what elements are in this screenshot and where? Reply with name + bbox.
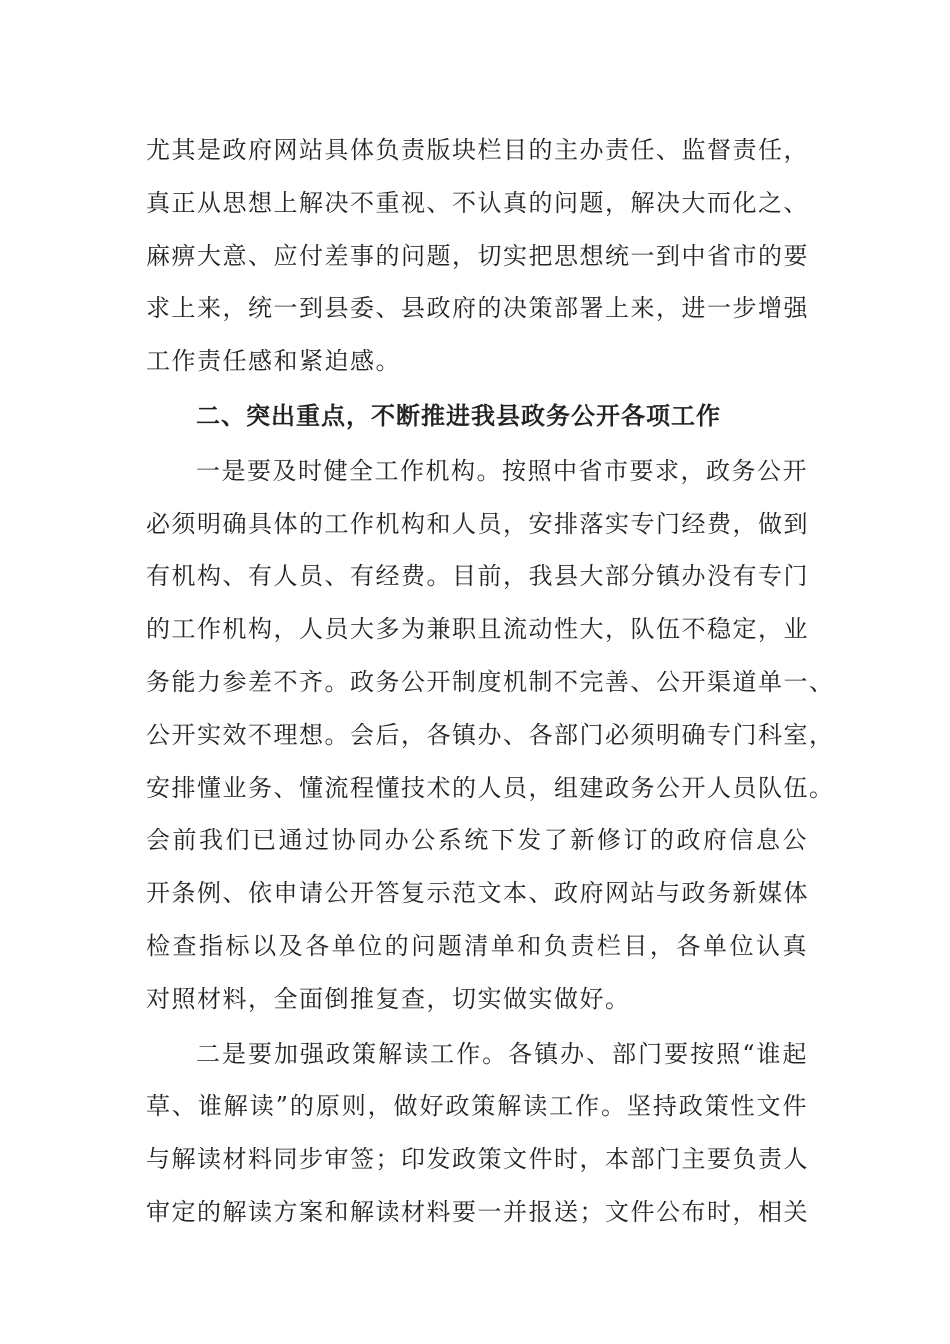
text-line: 与解读材料同步审签；印发政策文件时，本部门主要负责人 <box>146 1145 809 1174</box>
text-line: 一是要及时健全工作机构。按照中省市要求，政务公开 <box>196 456 808 485</box>
text-line: 必须明确具体的工作机构和人员，安排落实专门经费，做到 <box>146 509 809 538</box>
paragraph-work-agencies <box>146 445 835 1026</box>
text-line: 有机构、有人员、有经费。目前，我县大部分镇办没有专门 <box>146 562 809 591</box>
text-line: 安排懂业务、懂流程懂技术的人员，组建政务公开人员队伍。 <box>146 773 835 802</box>
text-line: 麻痹大意、应付差事的问题，切实把思想统一到中省市的要 <box>146 241 809 270</box>
text-line: 务能力参差不齐。政务公开制度机制不完善、公开渠道单一、 <box>146 667 835 696</box>
text-line: 的工作机构，人员大多为兼职且流动性大，队伍不稳定，业 <box>146 615 809 644</box>
paragraph-continuation <box>146 124 808 388</box>
text-line: 工作责任感和紧迫感。 <box>146 347 401 376</box>
text-line: 检查指标以及各单位的问题清单和负责栏目，各单位认真 <box>146 931 808 960</box>
text-line: 审定的解读方案和解读材料要一并报送；文件公布时，相关 <box>146 1197 809 1226</box>
text-line: 对照材料，全面倒推复查，切实做实做好。 <box>146 984 631 1013</box>
text-line: 求上来，统一到县委、县政府的决策部署上来，进一步增强 <box>146 294 809 323</box>
text-line: 二是要加强政策解读工作。各镇办、部门要按照“谁起 <box>196 1039 808 1068</box>
text-line: 草、谁解读”的原则，做好政策解读工作。坚持政策性文件 <box>146 1092 808 1121</box>
text-line: 真正从思想上解决不重视、不认真的问题，解决大而化之、 <box>146 188 809 217</box>
paragraph-policy-interpretation <box>146 1028 808 1239</box>
text-line: 开条例、依申请公开答复示范文本、政府网站与政务新媒体 <box>146 879 809 908</box>
section-heading: 二、突出重点，不断推进我县政务公开各项工作 <box>196 400 721 430</box>
text-line: 公开实效不理想。会后，各镇办、各部门必须明确专门科室， <box>146 720 835 749</box>
text-line: 会前我们已通过协同办公系统下发了新修订的政府信息公 <box>146 826 808 855</box>
text-line: 尤其是政府网站具体负责版块栏目的主办责任、监督责任， <box>146 136 809 164</box>
document-body <box>146 124 835 1239</box>
